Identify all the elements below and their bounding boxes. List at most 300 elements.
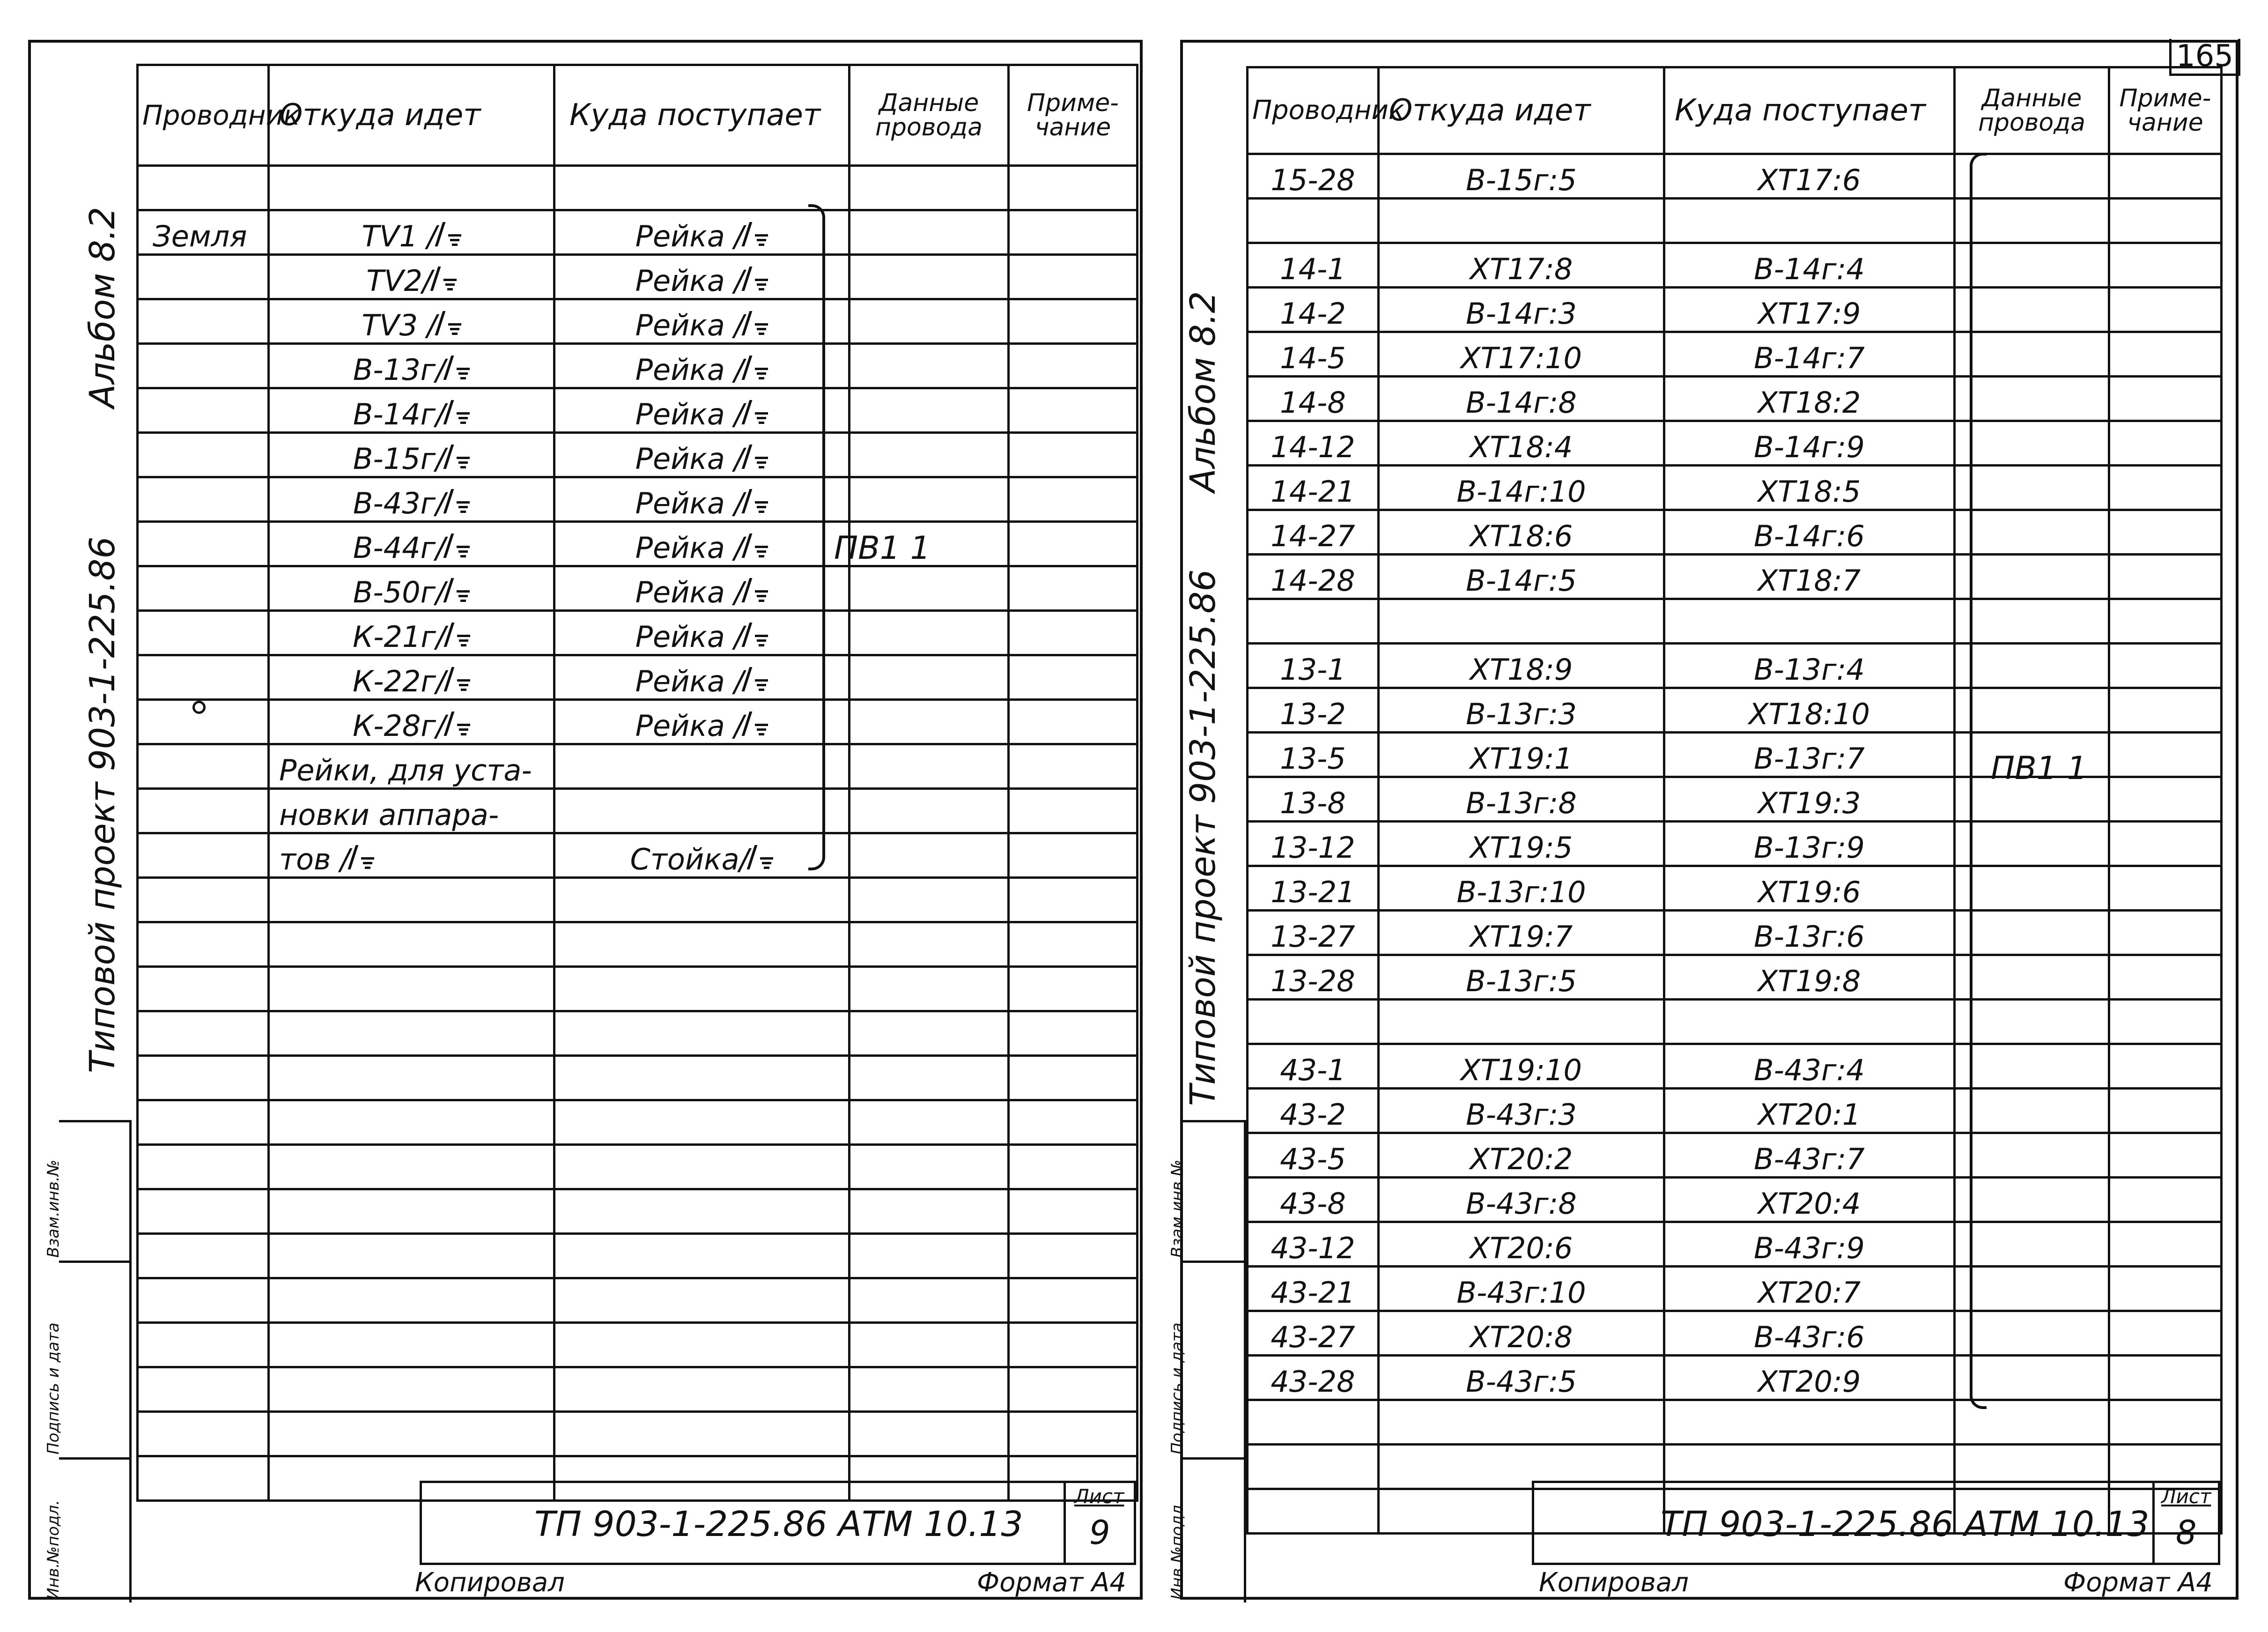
stamp-label: Инв.№подл. (44, 1500, 63, 1600)
cell-text: ХТ20:2 (1470, 1142, 1573, 1176)
table-row (1248, 644, 2222, 688)
empty-cell (1009, 1145, 1138, 1189)
cell-text: 43-5 (1280, 1142, 1346, 1176)
cell-text: В-13г:3 (1466, 697, 1577, 731)
cell-conductor (1248, 1311, 1379, 1356)
table-row (138, 255, 1138, 299)
table-row (1248, 911, 2222, 955)
cell-text: К-28г/ (353, 709, 446, 743)
cell-text: В-14г:4 (1754, 252, 1865, 286)
empty-cell (1009, 1234, 1138, 1278)
cell-from (1379, 1133, 1664, 1178)
side-label-album: Альбом 8.2 (82, 207, 123, 408)
header-note: Приме-чание (2109, 67, 2222, 154)
empty-cell (2109, 822, 2222, 866)
cell-text: В-13г:6 (1754, 920, 1865, 954)
empty-cell (554, 1056, 850, 1100)
cell-conductor (138, 344, 269, 388)
empty-cell (1009, 611, 1138, 655)
cell-text: В-13г:4 (1754, 653, 1865, 687)
cell-text: 43-27 (1271, 1320, 1355, 1354)
stamp-cell-signature (1168, 1261, 1244, 1457)
cell-text: ХТ19:8 (1758, 964, 1861, 998)
empty-cell (554, 1145, 850, 1189)
cell-from (1379, 599, 1664, 644)
cell-text: 13-21 (1271, 875, 1355, 909)
cell-to (554, 522, 850, 566)
empty-cell (138, 1278, 269, 1323)
cell-conductor (138, 522, 269, 566)
cell-conductor (1248, 733, 1379, 777)
empty-cell (138, 1323, 269, 1367)
connection-table-right (1246, 66, 2223, 1535)
cell-conductor (1248, 288, 1379, 332)
cell-to (1664, 1222, 1955, 1267)
stamp-cell-signature (44, 1261, 129, 1457)
cell-from (1379, 288, 1664, 332)
cell-conductor (1248, 1267, 1379, 1311)
cell-text: ХТ19:10 (1460, 1053, 1582, 1087)
cell-text: 13-1 (1280, 653, 1346, 687)
cell-to (1664, 1000, 1955, 1044)
empty-cell (1009, 299, 1138, 344)
cell-text: 43-8 (1280, 1187, 1346, 1221)
ground-icon (448, 710, 470, 736)
table-row (1248, 688, 2222, 733)
cell-text: 14-12 (1271, 430, 1355, 464)
cell-from (1379, 1222, 1664, 1267)
empty-cell (2109, 555, 2222, 599)
cell-conductor (138, 433, 269, 477)
ground-icon (447, 354, 470, 380)
cell-text: 14-8 (1280, 386, 1346, 420)
ground-icon (447, 576, 470, 602)
cell-text: В-14г:10 (1456, 475, 1586, 509)
cell-to (1664, 1267, 1955, 1311)
cell-conductor (1248, 1044, 1379, 1089)
empty-cell (1009, 1278, 1138, 1323)
cell-conductor (1248, 866, 1379, 911)
empty-cell (850, 878, 1009, 922)
cell-text: В-13г:8 (1466, 786, 1577, 820)
empty-cell (850, 1145, 1009, 1189)
cell-text: Земля (153, 219, 247, 253)
empty-cell (850, 210, 1009, 255)
empty-cell (554, 1278, 850, 1323)
header-to: Куда поступает (1664, 67, 1955, 154)
cell-to (1664, 288, 1955, 332)
cell-from (269, 477, 554, 522)
connection-table-left (136, 64, 1138, 1502)
cell-conductor (1248, 911, 1379, 955)
cell-from (1379, 777, 1664, 822)
cell-text: Рейка / (635, 709, 744, 743)
header-row (1248, 67, 2222, 154)
empty-cell (554, 1100, 850, 1145)
cell-text: 14-5 (1280, 341, 1346, 375)
cell-to (554, 789, 850, 833)
cell-to (554, 344, 850, 388)
empty-cell (1009, 477, 1138, 522)
document-code: ТП 903-1-225.86 АТМ 10.13 (1661, 1504, 2150, 1544)
empty-cell (850, 1278, 1009, 1323)
ground-icon (448, 621, 470, 647)
ground-icon (746, 398, 768, 424)
cell-from (1379, 1356, 1664, 1400)
ground-icon (434, 265, 457, 291)
empty-cell (2109, 599, 2222, 644)
stamp-cell-inv-orig (1168, 1457, 1244, 1602)
empty-cell (2109, 199, 2222, 243)
empty-cell (850, 566, 1009, 611)
cell-from (269, 522, 554, 566)
empty-cell (1009, 1100, 1138, 1145)
cell-to (1664, 421, 1955, 466)
empty-cell (1248, 1445, 1379, 1489)
table-row (1248, 1356, 2222, 1400)
empty-cell (269, 922, 554, 967)
empty-cell (1009, 344, 1138, 388)
cell-from (1379, 421, 1664, 466)
ground-icon (751, 843, 773, 869)
table-row (1248, 1089, 2222, 1133)
cell-to (1664, 599, 1955, 644)
cell-from (1379, 1089, 1664, 1133)
header-wire-data: Данные провода (1955, 67, 2109, 154)
table-row (138, 878, 1138, 922)
cell-text: ХТ20:7 (1758, 1276, 1861, 1310)
cell-text: ХТ18:4 (1470, 430, 1573, 464)
cell-to (554, 255, 850, 299)
cell-conductor (1248, 777, 1379, 822)
cell-from (1379, 644, 1664, 688)
header-conductor: Проводник (1248, 67, 1379, 154)
cell-to (1664, 510, 1955, 555)
cell-text: В-13г:9 (1754, 831, 1865, 865)
cell-from (1379, 911, 1664, 955)
empty-cell (1009, 433, 1138, 477)
cell-to (554, 166, 850, 210)
cell-from (1379, 955, 1664, 1000)
empty-cell (2109, 1267, 2222, 1311)
cell-from (1379, 1000, 1664, 1044)
table-row (138, 700, 1138, 744)
cell-text: В-14г:7 (1754, 341, 1865, 375)
cell-conductor (138, 789, 269, 833)
cell-conductor (138, 255, 269, 299)
table-row (1248, 955, 2222, 1000)
empty-cell (1009, 210, 1138, 255)
cell-conductor (1248, 377, 1379, 421)
cell-text: Рейка / (635, 397, 744, 431)
empty-cell (2109, 1089, 2222, 1133)
cell-text: В-15г:5 (1466, 163, 1577, 197)
empty-cell (554, 1234, 850, 1278)
cell-text: В-43г/ (353, 486, 446, 520)
empty-cell (1009, 255, 1138, 299)
empty-cell (138, 1100, 269, 1145)
cell-to (1664, 1178, 1955, 1222)
cell-from (269, 388, 554, 433)
empty-cell (850, 433, 1009, 477)
stamp-cell-inv-orig (44, 1457, 129, 1602)
table-row (138, 1323, 1138, 1367)
empty-cell (2109, 1044, 2222, 1089)
cell-text: В-43г:4 (1754, 1053, 1865, 1087)
empty-cell (1379, 1400, 1664, 1445)
cell-to (1664, 243, 1955, 288)
cell-from (1379, 1267, 1664, 1311)
cell-conductor (138, 210, 269, 255)
cell-text: 43-12 (1271, 1231, 1355, 1265)
empty-cell (138, 1145, 269, 1189)
cell-to (1664, 955, 1955, 1000)
cell-conductor (1248, 199, 1379, 243)
table-row (1248, 510, 2222, 555)
cell-text: Рейка / (635, 353, 744, 387)
cell-from (1379, 1311, 1664, 1356)
stamp-column (1168, 1120, 1246, 1602)
cell-from (269, 433, 554, 477)
empty-cell (138, 1412, 269, 1456)
cell-text: 13-28 (1271, 964, 1355, 998)
table-row (138, 1100, 1138, 1145)
cell-to (554, 833, 850, 878)
cell-to (554, 477, 850, 522)
empty-cell (138, 1189, 269, 1234)
cell-from (1379, 822, 1664, 866)
cell-text: В-43г:9 (1754, 1231, 1865, 1265)
ink-dot (192, 701, 206, 714)
copied-by: Копировал (1539, 1567, 1689, 1598)
empty-cell (2109, 288, 2222, 332)
empty-cell (1009, 166, 1138, 210)
cell-text: 13-8 (1280, 786, 1346, 820)
table-row (1248, 866, 2222, 911)
cell-text: TV2/ (366, 264, 432, 298)
cell-text: В-13г:5 (1466, 964, 1577, 998)
cell-text: К-21г/ (353, 620, 446, 654)
cell-text: 15-28 (1271, 163, 1355, 197)
empty-cell (138, 878, 269, 922)
empty-cell (850, 1100, 1009, 1145)
empty-cell (138, 1456, 269, 1501)
stamp-label: Подпись и дата (1168, 1322, 1187, 1454)
empty-cell (554, 1412, 850, 1456)
cell-from (269, 655, 554, 700)
cell-text: ХТ17:9 (1758, 297, 1861, 331)
cell-conductor (1248, 555, 1379, 599)
cell-from (1379, 866, 1664, 911)
empty-cell (2109, 510, 2222, 555)
stamp-label: Подпись и дата (44, 1322, 63, 1454)
empty-cell (2109, 1000, 2222, 1044)
table-row (1248, 1044, 2222, 1089)
document-code: ТП 903-1-225.86 АТМ 10.13 (534, 1504, 1023, 1544)
empty-cell (2109, 1356, 2222, 1400)
cell-conductor (1248, 154, 1379, 199)
cell-text: В-14г:9 (1754, 430, 1865, 464)
empty-cell (850, 1234, 1009, 1278)
empty-cell (269, 1367, 554, 1412)
cell-to (554, 700, 850, 744)
cell-to (1664, 154, 1955, 199)
cell-text: В-13г:7 (1754, 742, 1865, 776)
cell-text: 43-1 (1280, 1053, 1346, 1087)
cell-to (1664, 332, 1955, 377)
empty-cell (2109, 955, 2222, 1000)
cell-to (1664, 688, 1955, 733)
sheet-label: Лист (2161, 1485, 2211, 1508)
cell-from (1379, 1044, 1664, 1089)
cell-text: ХТ19:1 (1470, 742, 1573, 776)
empty-cell (1009, 1011, 1138, 1056)
table-row (1248, 154, 2222, 199)
cell-conductor (1248, 599, 1379, 644)
cell-from (1379, 199, 1664, 243)
empty-cell (1009, 655, 1138, 700)
ground-icon (448, 665, 470, 691)
cell-conductor (1248, 644, 1379, 688)
cell-text: ХТ19:7 (1470, 920, 1573, 954)
format-label: Формат А4 (977, 1567, 1126, 1598)
empty-cell (1009, 566, 1138, 611)
empty-cell (1009, 522, 1138, 566)
empty-cell (2109, 1178, 2222, 1222)
cell-text: Рейка / (635, 219, 744, 253)
cell-to (554, 566, 850, 611)
table-row (1248, 1400, 2222, 1445)
stamp-column (44, 1120, 132, 1602)
stamp-label: Взам.инв.№ (44, 1159, 63, 1258)
cell-to (1664, 1133, 1955, 1178)
cell-conductor (1248, 421, 1379, 466)
empty-cell (1009, 744, 1138, 789)
table-row (138, 1412, 1138, 1456)
stamp-cell-inv-replace (1168, 1120, 1244, 1261)
cell-conductor (138, 388, 269, 433)
cell-to (554, 433, 850, 477)
title-block (1532, 1481, 2220, 1565)
page-number: 165 (2169, 39, 2240, 76)
cell-to (1664, 1044, 1955, 1089)
cell-text: ХТ19:5 (1470, 831, 1573, 865)
empty-cell (269, 1056, 554, 1100)
empty-cell (2109, 243, 2222, 288)
cell-from (1379, 688, 1664, 733)
cell-to (1664, 822, 1955, 866)
table-row (1248, 377, 2222, 421)
empty-cell (1009, 1412, 1138, 1456)
empty-cell (138, 1056, 269, 1100)
cell-text: 14-2 (1280, 297, 1346, 331)
cell-conductor (138, 611, 269, 655)
empty-cell (138, 967, 269, 1011)
table-row (138, 789, 1138, 833)
cell-text: 13-2 (1280, 697, 1346, 731)
empty-cell (2109, 1133, 2222, 1178)
cell-from (1379, 154, 1664, 199)
wire-note: ПВ1 1 (1991, 750, 2087, 787)
empty-cell (554, 1011, 850, 1056)
table-row (1248, 288, 2222, 332)
table-row (1248, 332, 2222, 377)
cell-text: 13-12 (1271, 831, 1355, 865)
table-row (138, 166, 1138, 210)
cell-text: ХТ18:6 (1470, 519, 1573, 553)
stamp-label: Инв.№подл. (1168, 1500, 1187, 1600)
cell-text: 43-2 (1280, 1098, 1346, 1132)
empty-cell (2109, 1222, 2222, 1267)
ground-icon (746, 265, 768, 291)
side-label-project: Типовой проект 903-1-225.86 (82, 536, 123, 1073)
empty-cell (554, 878, 850, 922)
cell-from (269, 566, 554, 611)
cell-conductor (1248, 1222, 1379, 1267)
cell-text: В-50г/ (353, 575, 446, 609)
cell-from (269, 611, 554, 655)
cell-text: В-14г:6 (1754, 519, 1865, 553)
cell-from (269, 210, 554, 255)
cell-to (1664, 1311, 1955, 1356)
header-wire-data: Данные провода (850, 65, 1009, 166)
empty-cell (269, 1011, 554, 1056)
empty-cell (2109, 644, 2222, 688)
empty-cell (2109, 733, 2222, 777)
cell-text: тов / (279, 842, 350, 876)
empty-cell (850, 299, 1009, 344)
cell-from (269, 299, 554, 344)
cell-to (554, 655, 850, 700)
cell-conductor (1248, 955, 1379, 1000)
title-block (420, 1481, 1136, 1565)
cell-text: Стойка/ (630, 842, 749, 876)
cell-from (269, 166, 554, 210)
empty-cell (850, 1367, 1009, 1412)
cell-conductor (138, 166, 269, 210)
empty-cell (269, 878, 554, 922)
empty-cell (269, 1234, 554, 1278)
cell-text: 13-5 (1280, 742, 1346, 776)
table-row (138, 344, 1138, 388)
ground-icon (746, 220, 768, 246)
table-row (1248, 1178, 2222, 1222)
cell-text: Рейка / (635, 264, 744, 298)
table-row (138, 1189, 1138, 1234)
empty-cell (1009, 878, 1138, 922)
table-row (138, 744, 1138, 789)
cell-text: В-15г/ (353, 442, 446, 476)
table-row (138, 522, 1138, 566)
table-row (138, 477, 1138, 522)
table-row (1248, 243, 2222, 288)
empty-cell (850, 477, 1009, 522)
empty-cell (1009, 388, 1138, 433)
left-sheet (28, 40, 1143, 1600)
empty-cell (2109, 777, 2222, 822)
cell-to (1664, 466, 1955, 510)
cell-conductor (1248, 243, 1379, 288)
cell-to (1664, 199, 1955, 243)
cell-conductor (1248, 1089, 1379, 1133)
cell-conductor (138, 833, 269, 878)
empty-cell (554, 967, 850, 1011)
empty-cell (138, 1011, 269, 1056)
ground-icon (746, 710, 768, 736)
empty-cell (2109, 332, 2222, 377)
cell-from (1379, 555, 1664, 599)
table-row (138, 566, 1138, 611)
